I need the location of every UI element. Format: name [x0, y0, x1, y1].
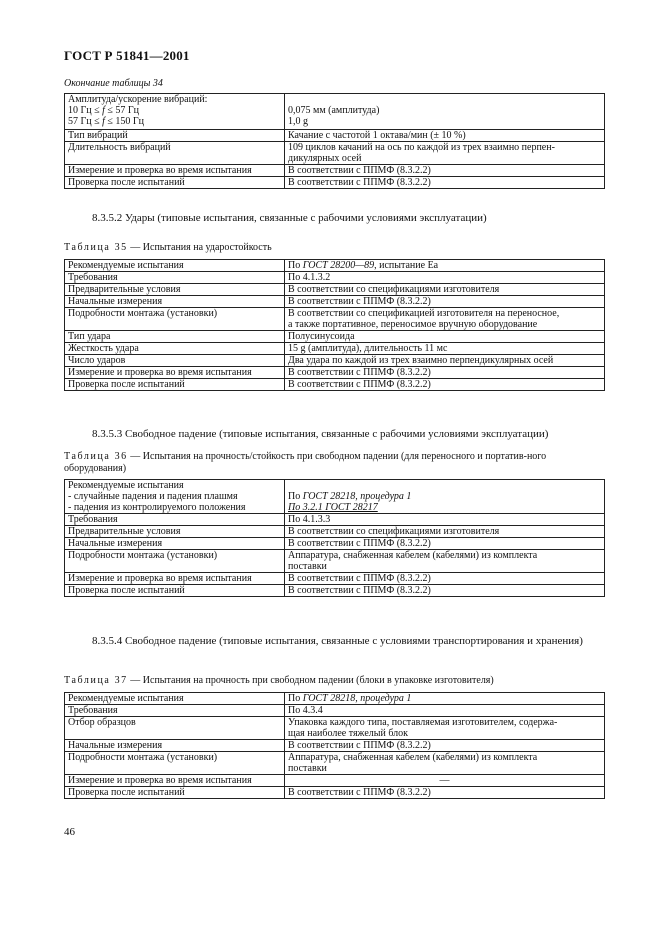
- table-cell: Требования: [65, 272, 285, 284]
- table-row: [65, 514, 605, 526]
- table-cell: Предварительные условия: [65, 526, 285, 538]
- table-cell: В соответствии с ППМФ (8.3.2.2): [285, 573, 605, 585]
- table-cell: По 4.3.4: [285, 705, 605, 717]
- table-row: [65, 308, 605, 331]
- table-cell: Два удара по каждой из трех взаимно перпендикулярных осей: [285, 355, 605, 367]
- table-36: [64, 479, 605, 597]
- table-row: [65, 550, 605, 573]
- table-cell: Измерение и проверка во время испытания: [65, 573, 285, 585]
- table-row: [65, 705, 605, 717]
- table-37: [64, 692, 605, 799]
- table-cell: По ГОСТ 28218, процедура 1: [285, 693, 605, 705]
- table-cell: Число ударов: [65, 355, 285, 367]
- table-cell: Проверка после испытаний: [65, 585, 285, 597]
- table-row: [65, 740, 605, 752]
- section-8-3-5-3: 8.3.5.3 Свободное падение (типовые испытания, связанные с рабочими условиями эксплуатации): [92, 428, 549, 440]
- table36-caption: Таблица 36 — Испытания на прочность/стойкость при свободном падении (для переносного и портатив-ного оборудования): [64, 451, 547, 474]
- table-cell: В соответствии с ППМФ (8.3.2.2): [285, 296, 605, 308]
- table-cell: По ГОСТ 28218, процедура 1 По 3.2.1 ГОСТ 28217: [285, 480, 605, 514]
- table-cell: 15 g (амплитуда), длительность 11 мс: [285, 343, 605, 355]
- section-8-3-5-2: 8.3.5.2 Удары (типовые испытания, связанные с рабочими условиями эксплуатации): [92, 212, 487, 224]
- table-cell: Тип вибраций: [65, 130, 285, 142]
- table-cell: Подробности монтажа (установки): [65, 550, 285, 573]
- table-cell: Рекомендуемые испытания: [65, 693, 285, 705]
- table-cell: Рекомендуемые испытания - случайные падения и падения плашмя - падения из контролируемого положения: [65, 480, 285, 514]
- table-row: [65, 296, 605, 308]
- table-cell: По 4.1.3.3: [285, 514, 605, 526]
- table-row: [65, 272, 605, 284]
- table-cell: Жесткость удара: [65, 343, 285, 355]
- table-cell: В соответствии со спецификациями изготовителя: [285, 526, 605, 538]
- table-row: [65, 379, 605, 391]
- table37-caption: Таблица 37 — Испытания на прочность при свободном падении (блоки в упаковке изготовителя): [64, 675, 494, 686]
- table-cell: В соответствии с ППМФ (8.3.2.2): [285, 177, 605, 189]
- table-row: [65, 538, 605, 550]
- table-cell: Требования: [65, 705, 285, 717]
- table-cell: По ГОСТ 28200—89, испытание Ea: [285, 260, 605, 272]
- page-number: 46: [64, 826, 75, 838]
- table-cell: В соответствии со спецификациями изготовителя: [285, 284, 605, 296]
- table-cell: Качание с частотой 1 октава/мин (± 10 %): [285, 130, 605, 142]
- table-cell: По 4.1.3.2: [285, 272, 605, 284]
- table-row: [65, 717, 605, 740]
- section-8-3-5-4: 8.3.5.4 Свободное падение (типовые испытания, связанные с условиями транспортирования и хранения): [92, 635, 583, 647]
- table-cell: Полусинусоида: [285, 331, 605, 343]
- table-cell: Рекомендуемые испытания: [65, 260, 285, 272]
- table-cell: В соответствии с ППМФ (8.3.2.2): [285, 538, 605, 550]
- table-cell: Измерение и проверка во время испытания: [65, 165, 285, 177]
- table-row: [65, 130, 605, 142]
- table-cell: Измерение и проверка во время испытания: [65, 775, 285, 787]
- table-cell: Подробности монтажа (установки): [65, 752, 285, 775]
- table-cell: Длительность вибраций: [65, 142, 285, 165]
- table-cell: Начальные измерения: [65, 538, 285, 550]
- table-row: [65, 355, 605, 367]
- table-cell: Отбор образцов: [65, 717, 285, 740]
- table-cell: Требования: [65, 514, 285, 526]
- table-row: [65, 177, 605, 189]
- table-row: [65, 585, 605, 597]
- table-cell: В соответствии с ППМФ (8.3.2.2): [285, 787, 605, 799]
- table-row: [65, 260, 605, 272]
- table-35: [64, 259, 605, 391]
- table-cell: 0,075 мм (амплитуда) 1,0 g: [285, 94, 605, 130]
- table-cell: Тип удара: [65, 331, 285, 343]
- table-cell: Начальные измерения: [65, 296, 285, 308]
- table-cell: В соответствии с ППМФ (8.3.2.2): [285, 585, 605, 597]
- table-row: [65, 693, 605, 705]
- table-row: [65, 331, 605, 343]
- table-row: [65, 367, 605, 379]
- table-cell: —: [285, 775, 605, 787]
- table-cell: 109 циклов качаний на ось по каждой из трех взаимно перпен- дикулярных осей: [285, 142, 605, 165]
- table-row: [65, 480, 605, 514]
- table-cell: Упаковка каждого типа, поставляемая изготовителем, содержа- щая наиболее тяжелый блок: [285, 717, 605, 740]
- table-cell: Аппаратура, снабженная кабелем (кабелями) из комплекта поставки: [285, 752, 605, 775]
- table-row: [65, 165, 605, 177]
- table-cell: В соответствии с ППМФ (8.3.2.2): [285, 367, 605, 379]
- table35-caption: Таблица 35 — Испытания на ударостойкость: [64, 242, 272, 253]
- table-row: [65, 284, 605, 296]
- document-header: ГОСТ Р 51841—2001: [64, 48, 190, 63]
- table34-continuation-caption: Окончание таблицы 34: [64, 78, 163, 89]
- table-row: [65, 526, 605, 538]
- table-cell: Проверка после испытаний: [65, 379, 285, 391]
- table-row: [65, 142, 605, 165]
- table-cell: Подробности монтажа (установки): [65, 308, 285, 331]
- table-row: [65, 775, 605, 787]
- table-cell: В соответствии с ППМФ (8.3.2.2): [285, 379, 605, 391]
- table-cell: В соответствии со спецификацией изготовителя на переносное, а также портативное, переносимое вручную оборудование: [285, 308, 605, 331]
- table-row: [65, 343, 605, 355]
- table-row: [65, 94, 605, 130]
- table-cell: Измерение и проверка во время испытания: [65, 367, 285, 379]
- table-cell: Проверка после испытаний: [65, 177, 285, 189]
- table-cell: Проверка после испытаний: [65, 787, 285, 799]
- table-row: [65, 787, 605, 799]
- table-cell: Аппаратура, снабженная кабелем (кабелями) из комплекта поставки: [285, 550, 605, 573]
- table-row: [65, 752, 605, 775]
- table-row: [65, 573, 605, 585]
- table-cell: Предварительные условия: [65, 284, 285, 296]
- table-cell: В соответствии с ППМФ (8.3.2.2): [285, 165, 605, 177]
- table-cell: Начальные измерения: [65, 740, 285, 752]
- table-cell: Амплитуда/ускорение вибраций: 10 Гц ≤ f ≤ 57 Гц 57 Гц ≤ f ≤ 150 Гц: [65, 94, 285, 130]
- table-34: [64, 93, 605, 189]
- table-cell: В соответствии с ППМФ (8.3.2.2): [285, 740, 605, 752]
